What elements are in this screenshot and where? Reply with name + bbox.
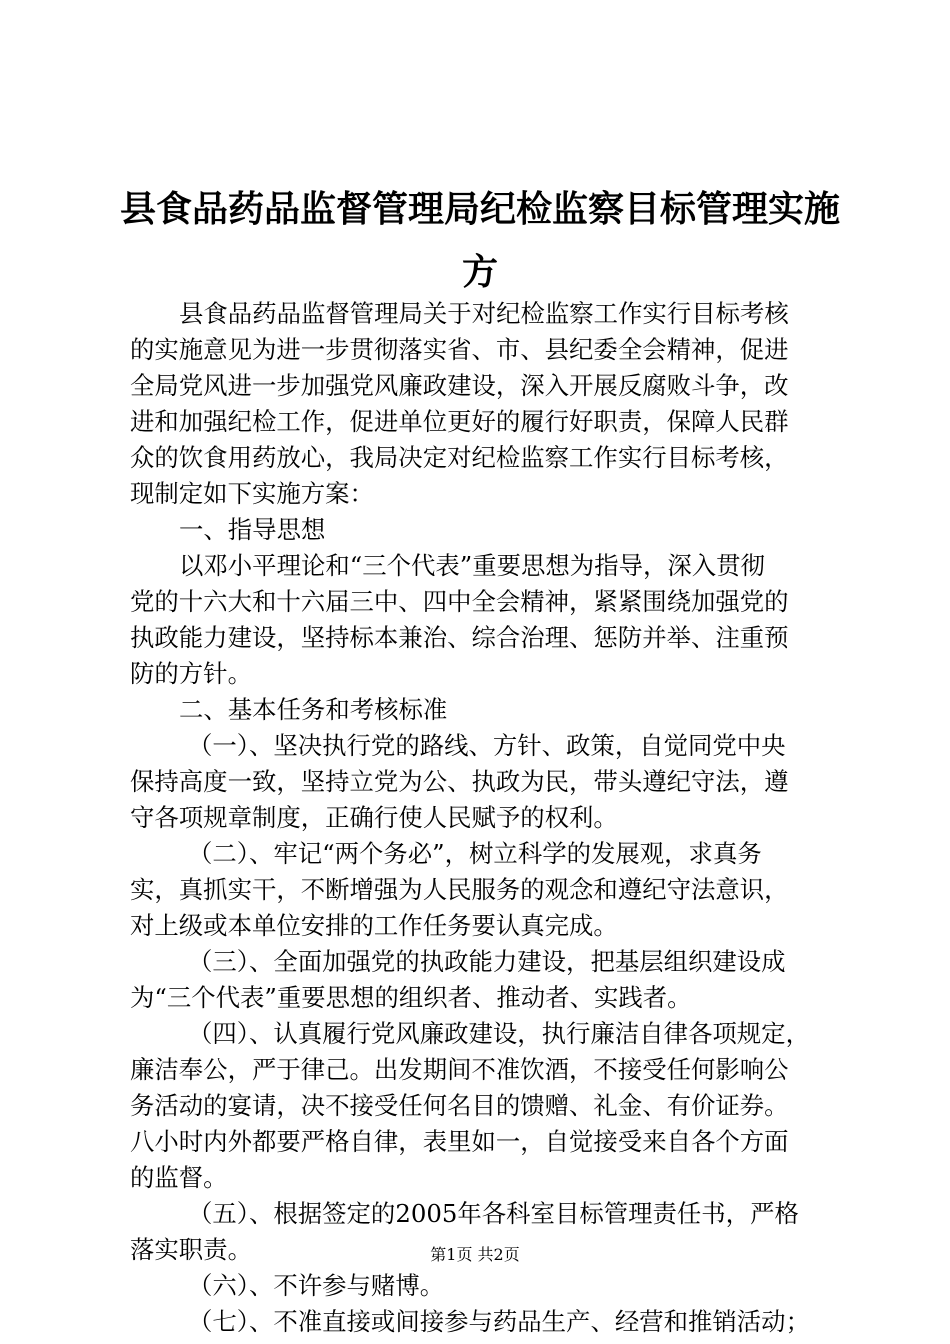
body-line: 全局党风进一步加强党风廉政建设，深入开展反腐败斗争，改: [130, 371, 789, 400]
body-line: 的实施意见为进一步贯彻落实省、市、县纪委全会精神，促进: [130, 335, 789, 364]
body-line: 进和加强纪检工作，促进单位更好的履行好职责，保障人民群: [130, 407, 789, 436]
body-line: 以邓小平理论和“三个代表”重要思想为指导，深入贯彻: [179, 551, 765, 580]
section-heading: 二、基本任务和考核标准: [179, 695, 448, 724]
title-line-2: 方: [461, 252, 498, 293]
body-line: （六）、不许参与赌博。: [188, 1271, 445, 1300]
body-line: （一）、坚决执行党的路线、方针、政策，自觉同党中央: [188, 731, 786, 760]
body-line: （五）、根据签定的2005年各科室目标管理责任书，严格: [188, 1199, 799, 1228]
body-line: （七）、不准直接或间接参与药品生产、经营和推销活动；: [188, 1307, 810, 1336]
body-line: 防的方针。: [130, 659, 252, 688]
body-line: 县食品药品监督管理局关于对纪检监察工作实行目标考核: [179, 299, 789, 328]
body-line: 实，真抓实干，不断增强为人民服务的观念和遵纪守法意识，: [130, 875, 789, 904]
body-line: 务活动的宴请，决不接受任何名目的馈赠、礼金、有价证券。: [130, 1091, 789, 1120]
body-line: 廉洁奉公，严于律己。出发期间不准饮酒，不接受任何影响公: [130, 1055, 789, 1084]
body-line: 党的十六大和十六届三中、四中全会精神，紧紧围绕加强党的: [130, 587, 789, 616]
body-line: 对上级或本单位安排的工作任务要认真完成。: [130, 911, 618, 940]
page-footer: 第1页 共2页: [430, 1245, 520, 1264]
body-line: 落实职责。: [130, 1235, 252, 1264]
body-line: 众的饮食用药放心，我局决定对纪检监察工作实行目标考核，: [130, 443, 789, 472]
document-title: [120, 178, 840, 304]
body-line: 守各项规章制度，正确行使人民赋予的权利。: [130, 803, 618, 832]
body-line: 现制定如下实施方案：: [130, 479, 374, 508]
document-body: [130, 296, 830, 1340]
body-line: 的监督。: [130, 1163, 228, 1192]
body-line: （二）、牢记“两个务必”，树立科学的发展观，求真务: [188, 839, 762, 868]
body-line: 保持高度一致，坚持立党为公、执政为民，带头遵纪守法，遵: [130, 767, 789, 796]
body-line: 为“三个代表”重要思想的组织者、推动者、实践者。: [130, 983, 692, 1012]
title-line-1: 县食品药品监督管理局纪检监察目标管理实施: [120, 189, 841, 230]
body-line: 八小时内外都要严格自律，表里如一，自觉接受来自各个方面: [130, 1127, 789, 1156]
body-line: （四）、认真履行党风廉政建设，执行廉洁自律各项规定，: [188, 1019, 810, 1048]
body-line: 执政能力建设，坚持标本兼治、综合治理、惩防并举、注重预: [130, 623, 789, 652]
body-line: （三）、全面加强党的执政能力建设，把基层组织建设成: [188, 947, 786, 976]
section-heading: 一、指导思想: [179, 515, 326, 544]
